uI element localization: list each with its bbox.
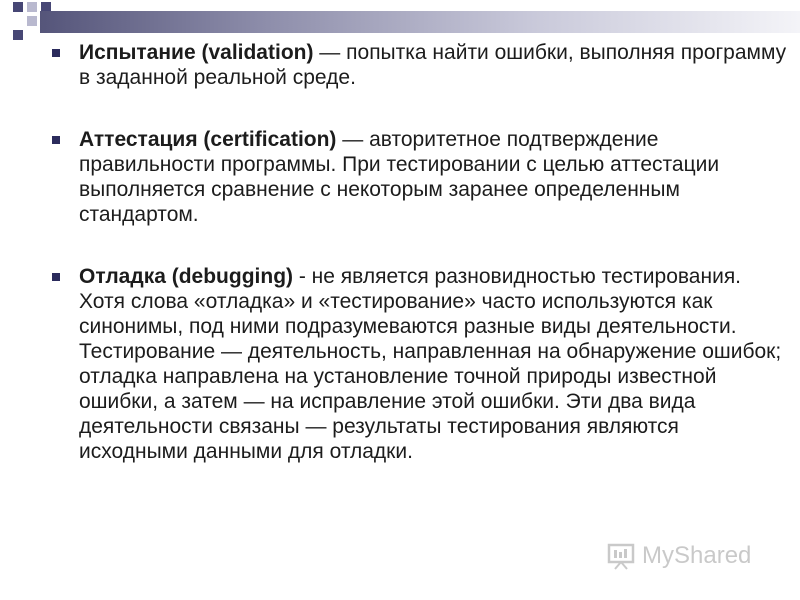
definition-validation: — попытка найти ошибки, выполняя программу в заданной реальной среде. [79,41,787,89]
bullet-item-certification [48,127,788,227]
term-certification: Аттестация (certification) [79,128,337,151]
term-validation: Испытание (validation) [79,41,314,64]
slide-body [48,40,788,464]
bullet-item-validation [48,40,788,90]
bullet-item-debugging [48,264,788,464]
decor-square [27,2,37,12]
decor-square [27,16,37,26]
square-bullet-icon [52,136,60,144]
presentation-board-icon [606,541,636,571]
header-decoration [0,0,800,40]
square-bullet-icon [52,49,60,57]
myshared-watermark [606,538,766,574]
decor-square [13,30,23,40]
square-bullet-icon [52,273,60,281]
term-debugging: Отладка (debugging) [79,265,294,288]
header-gradient-band [40,11,800,33]
definition-debugging: - не является разновидностью тестирования. Хотя слова «отладка» и «тестирование» часто используются как синонимы, под ними подразумеваются разные виды деятельности. Тестирование — деятельность, направленная на обнаружение ошибок; отладка направлена на установление точной природы известной ошибки, а затем — на исправление этой ошибки. Эти два вида деятельности связаны — результаты тестирования являются исходными данными для отладки. [79,265,782,463]
watermark-text: MyShared [642,542,752,569]
definition-certification: — авторитетное подтверждение правильности программы. При тестировании с целью аттестации выполняется сравнение с некоторым заранее определенным стандартом. [79,128,720,226]
decor-square [13,2,23,12]
